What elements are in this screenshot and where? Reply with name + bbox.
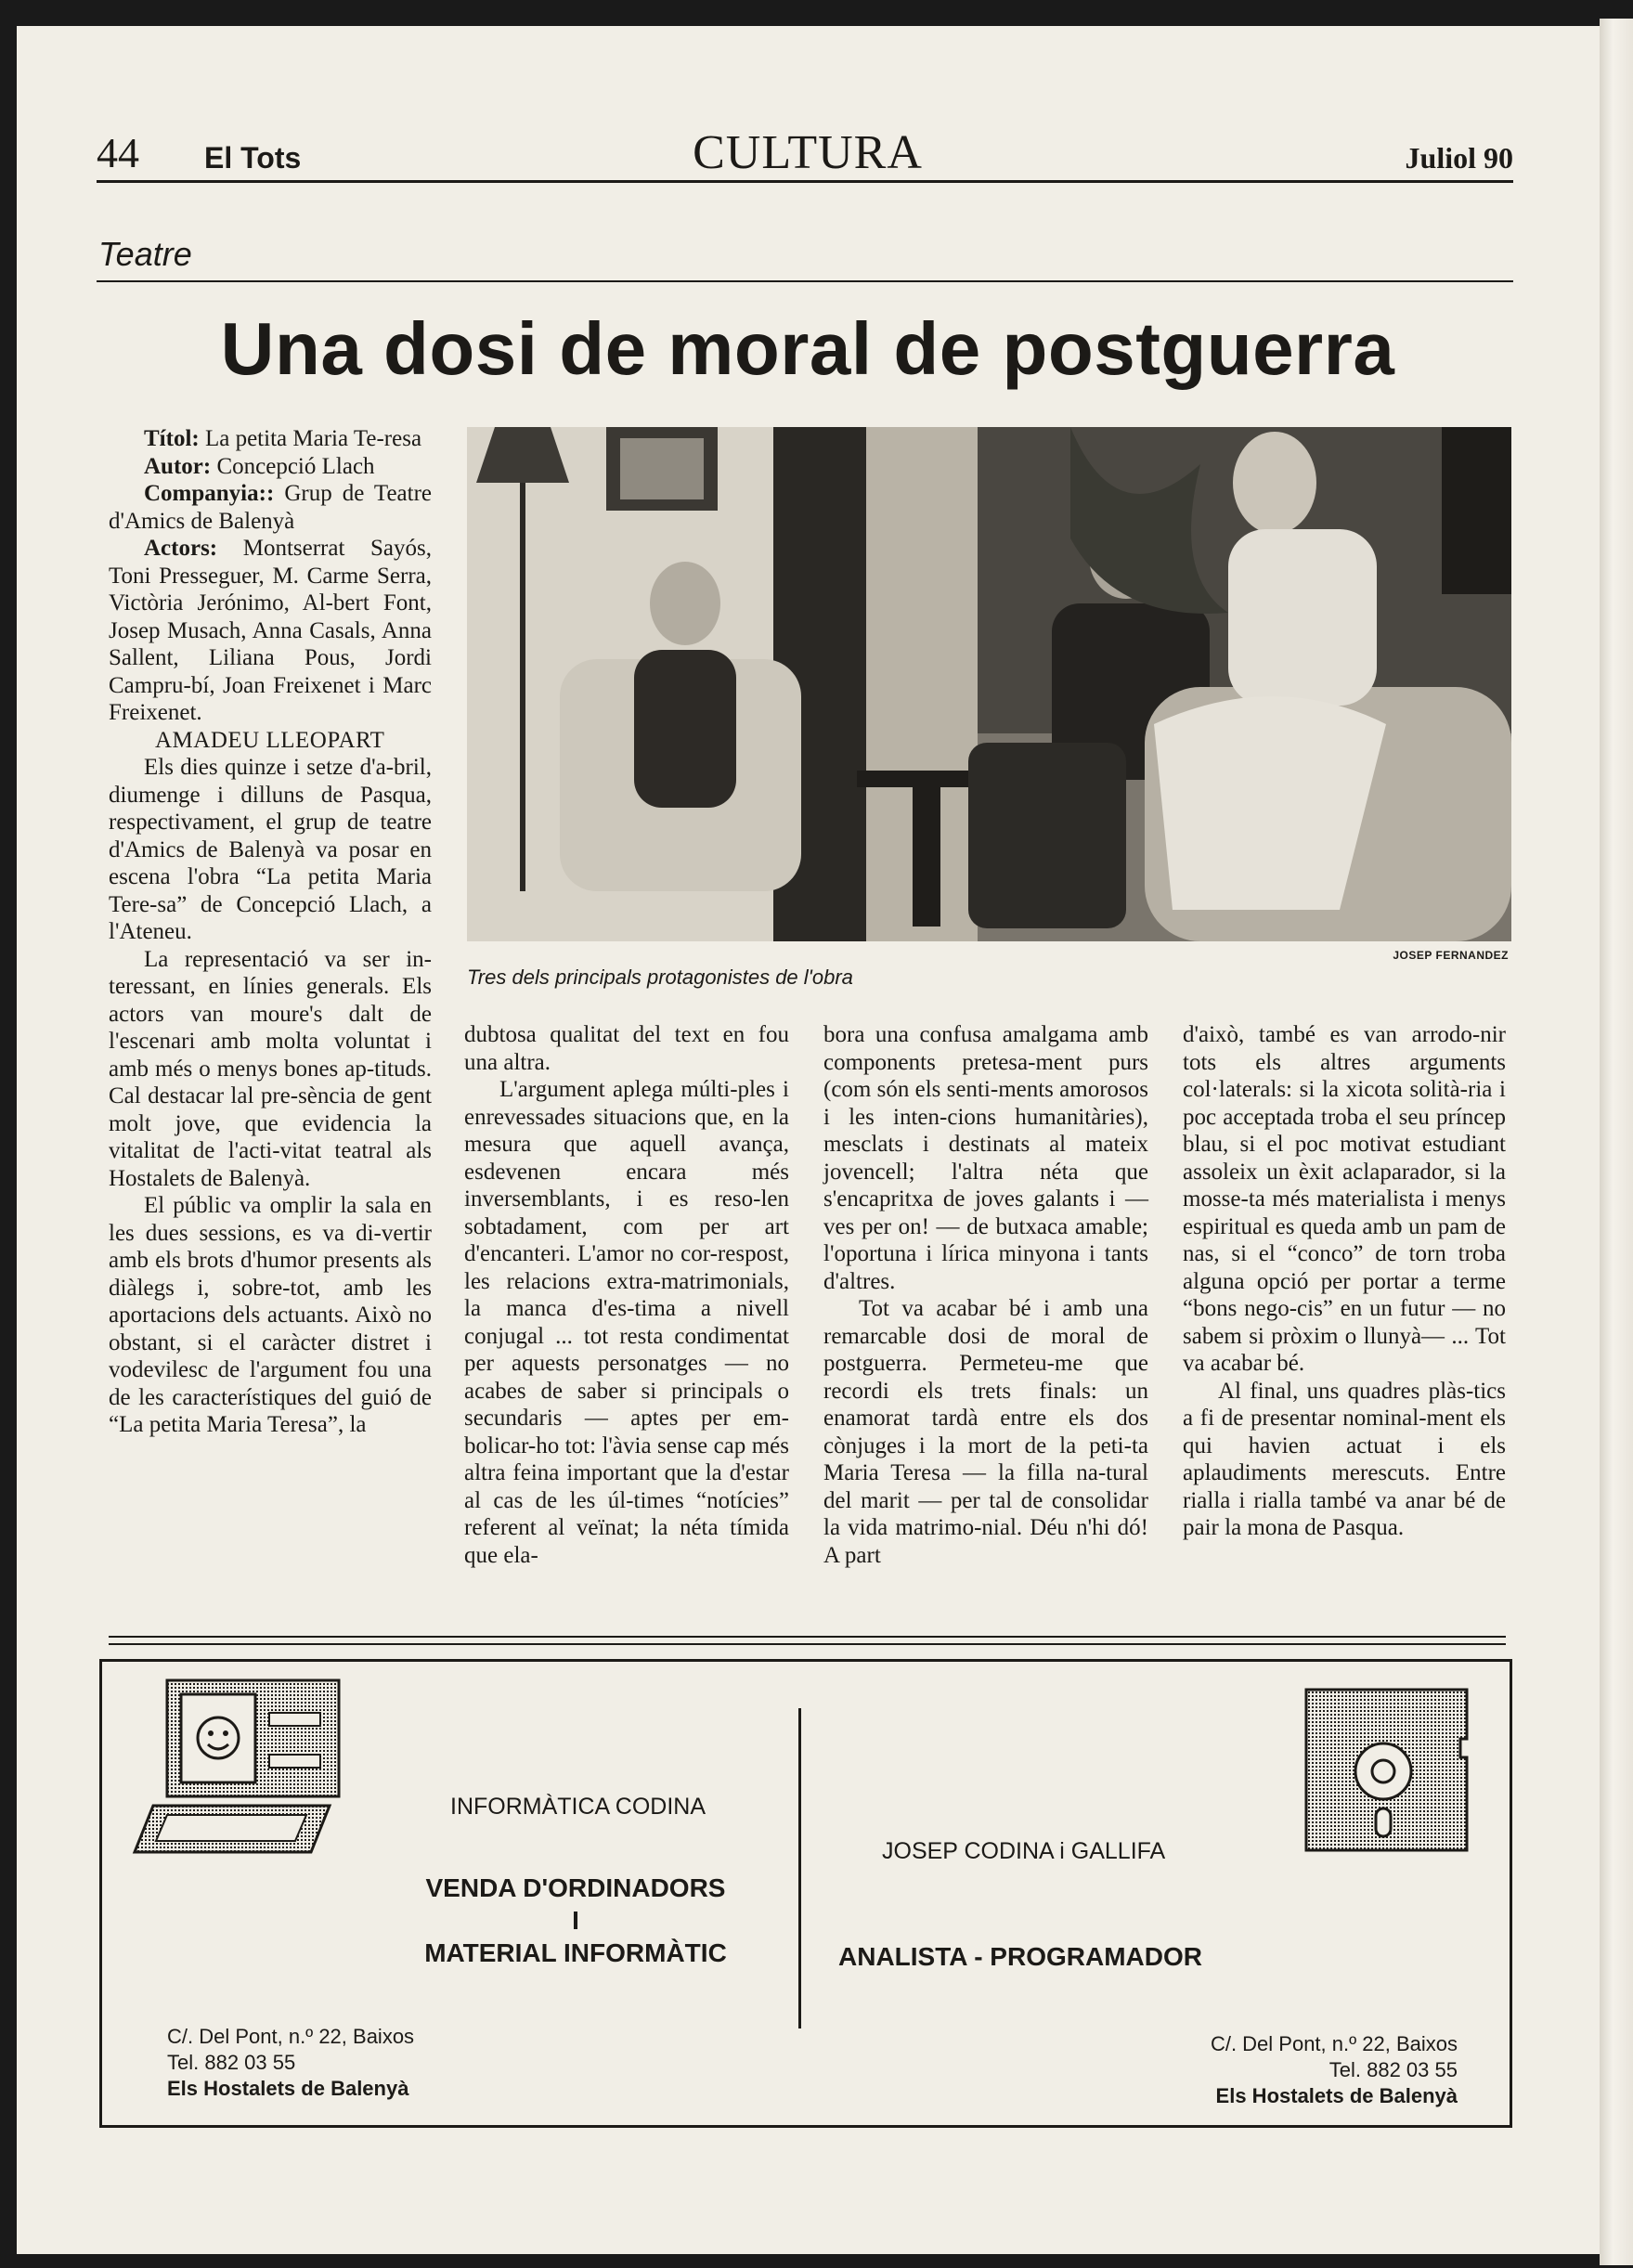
headline: Una dosi de moral de postguerra bbox=[220, 307, 1395, 390]
computer-icon-drawing bbox=[130, 1676, 343, 1857]
paragraph: El públic va omplir la sala en les dues sessions, es va di-vertir amb els brots d'humor presents als diàlegs i, sobre-tot, amb les aportacions dels actuants. Això no obstant, si el caràcter distret i vodevilesc de l'argument fou una de les característiques del guió de “La petita Maria Teresa”, la bbox=[109, 1193, 432, 1437]
paragraph: dubtosa qualitat del text en fou una altra. bbox=[464, 1022, 789, 1075]
paragraph: La representació va ser in-teressant, en línies generals. Els actors van moure's dalt de l'escenari amb molta voluntat i amb més o menys bones ap-tituds. Cal destacar lal pre-sència de gent molt jove, que evidencia la vitalitat de l'acti-vitat teatral als Hostalets de Balenyà. bbox=[109, 946, 432, 1191]
article-photo bbox=[467, 427, 1511, 941]
photo-stage-scene bbox=[467, 427, 1511, 941]
ad-company-name: INFORMÀTICA CODINA bbox=[450, 1794, 706, 1820]
article-column-2 bbox=[464, 1021, 789, 1569]
photo-caption: Tres dels principals protagonistes de l'obra bbox=[467, 966, 853, 989]
article-end-rule-bottom bbox=[109, 1643, 1506, 1645]
photo-credit: JOSEP FERNANDEZ bbox=[1393, 949, 1509, 962]
article-end-rule-top bbox=[109, 1636, 1506, 1638]
section-title: CULTURA bbox=[693, 126, 923, 179]
paragraph: d'això, també es van arrodo-nir tots els altres arguments col·laterals: si la xicota solità-ria i poc acceptada troba el seu príncep blau, si el poc motivat estudiant assoleix un èxit aclaparador, si la mosse-ta més materialista i menys espiritual es queda amb un pam de nas, si el “conco” de torn troba alguna opció per portar a terme “bons nego-cis” en un futur — no sabem si pròxim o llunyà— ... Tot va acabar bé. bbox=[1183, 1022, 1506, 1376]
paragraph: Tot va acabar bé i amb una remarcable dosi de moral de postguerra. Permeteu-me que recordi els trets finals: un enamorat tardà entre els dos cònjuges i la mort de la peti-ta Maria Teresa — la filla na-tural del marit — per tal de consolidar la vida matrimo-nial. Déu n'hi dó! A part bbox=[823, 1296, 1148, 1568]
credit-actors: Actors: Montserrat Sayós, Toni Presseguer, M. Carme Serra, Victòria Jerónimo, Al-bert Font, Josep Musach, Anna Casals, Anna Sallent, Liliana Pous, Jordi Campru-bí, Joan Freixenet i Marc Freixenet. bbox=[109, 536, 432, 725]
floppy-disk-icon bbox=[1304, 1688, 1471, 1853]
article-column-1 bbox=[109, 425, 432, 1439]
ad-sales-line-2: I bbox=[572, 1906, 579, 1935]
computer-icon bbox=[130, 1676, 343, 1857]
header-rule bbox=[97, 180, 1513, 183]
publication-name: El Tots bbox=[204, 141, 302, 175]
next-page-edge bbox=[1600, 19, 1633, 2265]
paragraph: Al final, uns quadres plàs-tics a fi de presentar nominal-ment els qui havien actuat i els aplaudiments merescuts. Entre rialla i rialla també va anar bé de pair la mona de Pasqua. bbox=[1183, 1378, 1506, 1540]
ad-sales-line-3: MATERIAL INFORMÀTIC bbox=[424, 1938, 727, 1967]
byline: AMADEU LLEOPART bbox=[155, 727, 385, 753]
rubric-rule bbox=[97, 280, 1513, 282]
ad-left-address: C/. Del Pont, n.º 22, Baixos Tel. 882 03 55 Els Hostalets de Balenyà bbox=[167, 2025, 415, 2100]
credit-company: Companyia:: Grup de Teatre d'Amics de Balenyà bbox=[109, 481, 432, 534]
ad-person-name: JOSEP CODINA i GALLIFA bbox=[882, 1838, 1166, 1864]
rubric: Teatre bbox=[98, 235, 192, 273]
paragraph: Els dies quinze i setze d'a-bril, diumenge i dilluns de Pasqua, respectivament, el grup de teatre d'Amics de Balenyà va posar en escena l'obra “La petita Maria Tere-sa” de Concepció Llach, a l'Ateneu. bbox=[109, 755, 432, 944]
paragraph: L'argument aplega múlti-ples i enrevessades situacions que, en la mesura que aquell avança, esdevenen encara més inversemblants, i es reso-len sobtadament, com per art d'encanteri. L'amor no cor-respost, les relacions extra-matrimonials, la manca d'es-tima a nivell conjugal ... tot resta condimentat per aquests personatges — no acabes de saber si principals o secundaris — aptes per em-bolicar-ho tot: l'àvia sense cap més altra feina important que la d'estar al cas de les úl-times “notícies” referent al veïnat; la néta tímida que ela- bbox=[464, 1077, 789, 1568]
page-number: 44 bbox=[97, 129, 139, 176]
issue-date: Juliol 90 bbox=[1405, 141, 1513, 175]
article-column-3 bbox=[823, 1021, 1148, 1569]
ad-sales-line-1: VENDA D'ORDINADORS bbox=[425, 1873, 726, 1902]
credit-author: Autor: Concepció Llach bbox=[144, 453, 375, 479]
credit-title: Títol: La petita Maria Te-resa bbox=[144, 426, 422, 451]
ad-person-role: ANALISTA - PROGRAMADOR bbox=[838, 1942, 1202, 1971]
article-column-4 bbox=[1183, 1021, 1506, 1542]
ad-right-address: C/. Del Pont, n.º 22, Baixos Tel. 882 03 55 Els Hostalets de Balenyà bbox=[1210, 2032, 1458, 2107]
credits-block bbox=[109, 425, 432, 727]
paragraph: bora una confusa amalgama amb components pretesa-ment purs (com són els senti-ments amorosos i les inten-cions humanitàries), mesclats i destinats al mateix jovencell; l'altra néta que s'encapritxa de joves galants i — ves per on! — de butxaca amable; l'oportuna i lírica minyona i tants d'altres. bbox=[823, 1022, 1148, 1294]
floppy-disk-drawing bbox=[1304, 1688, 1471, 1853]
ad-divider bbox=[798, 1708, 801, 2028]
